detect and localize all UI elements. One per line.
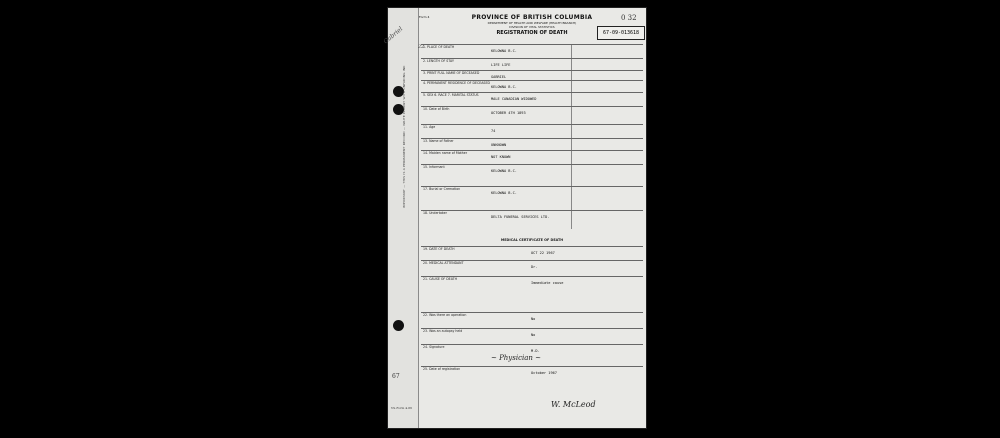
form-field-row xyxy=(421,186,643,211)
death-registration-document xyxy=(382,8,646,428)
medical-field-row xyxy=(421,246,643,261)
field-label: 13. Name of Father xyxy=(423,139,454,143)
column-rule xyxy=(571,45,572,59)
medical-certificate-title: MEDICAL CERTIFICATE OF DEATH xyxy=(500,238,564,242)
column-rule xyxy=(571,165,572,187)
field-value: OCT 22 1967 xyxy=(531,251,555,255)
corner-number: 0 32 xyxy=(621,14,637,22)
field-label: 23. Was an autopsy held xyxy=(423,329,463,333)
field-value: UNKNOWN xyxy=(491,143,507,147)
form-label: Form 4 xyxy=(419,15,430,19)
registration-number-box: 67-09-013618 xyxy=(597,26,645,40)
registrar-signature: W. McLeod xyxy=(551,400,596,409)
form-field-row xyxy=(421,164,643,187)
field-label: 5. SEX 6. RACE 7. MARITAL STATUS xyxy=(423,93,479,97)
division-line: DIVISION OF VITAL STATISTICS xyxy=(509,25,555,29)
form-code: VS-Form 4-66 xyxy=(391,406,413,410)
medical-field-row xyxy=(421,276,643,313)
field-label: 14. Maiden name of Mother xyxy=(423,151,468,155)
registration-form xyxy=(419,14,643,409)
form-field-row xyxy=(421,92,643,107)
form-field-row xyxy=(421,44,643,59)
handwritten-margin-number: 22 xyxy=(418,44,425,50)
field-value: No xyxy=(531,333,536,337)
field-label: 18. Undertaker xyxy=(423,211,447,215)
field-label: 22. Was there an operation xyxy=(423,313,467,317)
column-rule xyxy=(571,211,572,229)
medical-field-row xyxy=(421,312,643,329)
handwritten-margin-note: Gabriel xyxy=(382,25,405,46)
margin-instructions: IMPORTANT — THIS IS A PERMANENT RECORD — WRITE PLAINLY WITH UNFADING INK xyxy=(402,65,406,208)
field-value: KELOWNA B.C. xyxy=(491,85,517,89)
field-label: 15. Informant xyxy=(423,165,445,169)
field-label: 2. LENGTH OF STAY xyxy=(423,59,454,63)
field-label: 17. Burial or Cremation xyxy=(423,187,461,191)
column-rule xyxy=(571,151,572,165)
field-value: KELOWNA B.C. xyxy=(491,169,517,173)
column-rule xyxy=(571,125,572,139)
column-rule xyxy=(571,93,572,107)
physician-signature: ~ Physician ~ xyxy=(491,354,542,362)
margin-note: 67 xyxy=(392,373,400,380)
medical-field-row xyxy=(421,366,643,385)
field-label: 4. PERMANENT RESIDENCE OF DECEASED xyxy=(423,81,490,85)
field-label: 3. PRINT FULL NAME OF DECEASED xyxy=(423,71,480,75)
medical-field-row xyxy=(421,260,643,277)
punch-hole xyxy=(393,320,404,331)
field-label: 21. CAUSE OF DEATH xyxy=(423,277,457,281)
form-field-row xyxy=(421,106,643,125)
field-label: 24. Signature xyxy=(423,345,445,349)
document-title: REGISTRATION OF DEATH xyxy=(496,30,568,36)
medical-field-row xyxy=(421,328,643,345)
field-label: 25. Date of registration xyxy=(423,367,461,371)
field-value: No xyxy=(531,317,536,321)
binder-margin xyxy=(388,8,419,428)
field-label: 11. Age xyxy=(423,125,436,129)
field-value: DELTA FUNERAL SERVICES LTD. xyxy=(491,215,550,219)
field-value: Dr. xyxy=(531,265,538,269)
form-field-row xyxy=(421,150,643,165)
field-value: October 1967 xyxy=(531,371,557,375)
field-value: KELOWNA B.C. xyxy=(491,191,517,195)
field-value: NOT KNOWN xyxy=(491,155,511,159)
field-value: OCTOBER 4TH 1893 xyxy=(491,111,526,115)
field-label: 20. MEDICAL ATTENDANT xyxy=(423,261,464,265)
province-title: PROVINCE OF BRITISH COLUMBIA xyxy=(471,14,593,21)
field-value: LIFE LIFE xyxy=(491,63,511,67)
field-label: 1. PLACE OF DEATH xyxy=(423,45,455,49)
column-rule xyxy=(571,107,572,125)
field-value: KELOWNA B.C. xyxy=(491,49,517,53)
field-value: 74 xyxy=(491,129,496,133)
field-value: Immediate cause xyxy=(531,281,564,285)
field-value: M.D. xyxy=(531,349,540,353)
form-field-row xyxy=(421,124,643,139)
form-field-row xyxy=(421,210,643,229)
field-label: 19. DATE OF DEATH xyxy=(423,247,455,251)
department-line: DEPARTMENT OF HEALTH AND WELFARE (HEALTH BRANCH) xyxy=(487,21,577,25)
column-rule xyxy=(571,187,572,211)
field-label: 10. Date of Birth xyxy=(423,107,450,111)
field-value: GABRIEL xyxy=(491,75,507,79)
field-value: MALE CANADIAN WIDOWED xyxy=(491,97,537,101)
